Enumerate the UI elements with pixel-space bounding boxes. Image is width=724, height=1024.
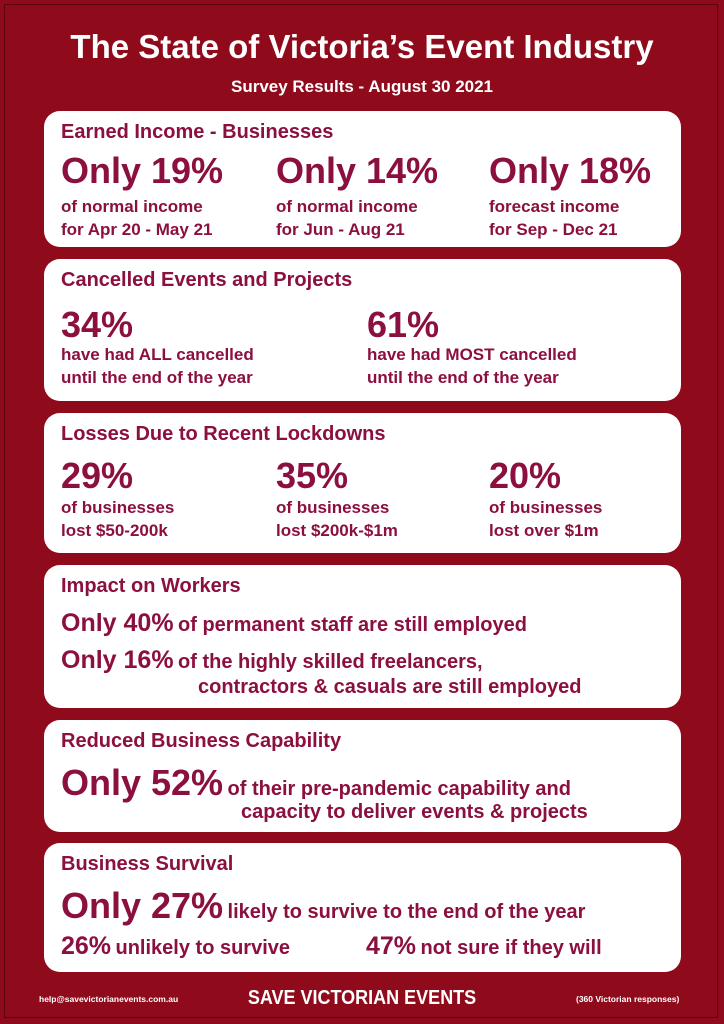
workers-permanent-text: of permanent staff are still employed <box>178 614 527 636</box>
losses-value: 35% <box>276 455 349 496</box>
capability-line-2 <box>241 801 588 824</box>
cancelled-events-line: have had ALL cancelled <box>61 345 254 364</box>
losses-line: lost over $1m <box>489 521 599 540</box>
losses-line: of businesses <box>276 498 390 517</box>
survival-unlikely-text: unlikely to survive <box>115 937 291 959</box>
losses-heading: Losses Due to Recent Lockdowns <box>61 423 386 445</box>
losses-item-2 <box>276 456 398 542</box>
workers-freelancers-text-2: contractors & casuals are still employed <box>198 676 582 698</box>
survival-unsure-line <box>366 932 602 961</box>
workers-card <box>44 565 681 708</box>
earned-income-item-1 <box>61 151 223 241</box>
capability-value: Only 52% <box>61 762 224 803</box>
earned-income-value: Only 18% <box>489 150 652 191</box>
earned-income-line: for Jun - Aug 21 <box>276 220 405 239</box>
cancelled-events-item-2 <box>367 305 577 389</box>
losses-line: lost $50-200k <box>61 521 168 540</box>
earned-income-line: of normal income <box>61 197 203 216</box>
survival-likely-line <box>61 885 585 927</box>
footer-brand: SAVE VICTORIAN EVENTS <box>247 987 477 1009</box>
losses-card <box>44 413 681 553</box>
workers-freelancers-text: of the highly skilled freelancers, <box>178 651 483 673</box>
page-title: The State of Victoria’s Event Industry <box>70 28 654 65</box>
survival-unsure-value: 47% <box>366 932 417 960</box>
survival-heading: Business Survival <box>61 853 234 875</box>
earned-income-value: Only 19% <box>61 150 224 191</box>
workers-permanent-line <box>61 609 527 638</box>
page-subtitle: Survey Results - August 30 2021 <box>230 77 494 96</box>
workers-permanent-value: Only 40% <box>61 609 174 637</box>
cancelled-events-line: until the end of the year <box>367 368 559 387</box>
earned-income-heading: Earned Income - Businesses <box>61 121 334 143</box>
survival-unlikely-value: 26% <box>61 932 112 960</box>
earned-income-line: for Sep - Dec 21 <box>489 220 618 239</box>
capability-text: of their pre-pandemic capability and <box>227 778 571 800</box>
cancelled-events-card <box>44 259 681 401</box>
losses-value: 29% <box>61 455 134 496</box>
capability-text-2: capacity to deliver events & projects <box>241 801 588 823</box>
earned-income-value: Only 14% <box>276 150 439 191</box>
workers-heading: Impact on Workers <box>61 575 241 597</box>
workers-freelancers-line-2 <box>198 676 582 699</box>
survival-card <box>44 843 681 972</box>
survival-likely-value: Only 27% <box>61 885 224 926</box>
losses-item-3 <box>489 456 602 542</box>
cancelled-events-line: have had MOST cancelled <box>367 345 577 364</box>
cancelled-events-value: 61% <box>367 304 440 345</box>
workers-freelancers-value: Only 16% <box>61 646 174 674</box>
earned-income-card <box>44 111 681 247</box>
cancelled-events-line: until the end of the year <box>61 368 253 387</box>
losses-line: of businesses <box>489 498 603 517</box>
capability-card <box>44 720 681 832</box>
footer-email-link[interactable]: help@savevictorianevents.com.au <box>39 994 179 1004</box>
earned-income-item-2 <box>276 151 438 241</box>
footer-responses: (360 Victorian responses) <box>576 994 680 1004</box>
earned-income-line: for Apr 20 - May 21 <box>61 220 213 239</box>
workers-freelancers-line <box>61 646 483 675</box>
losses-item-1 <box>61 456 174 542</box>
earned-income-item-3 <box>489 151 651 241</box>
cancelled-events-heading: Cancelled Events and Projects <box>61 269 353 291</box>
survival-unlikely-line <box>61 932 290 961</box>
cancelled-events-value: 34% <box>61 304 134 345</box>
cancelled-events-item-1 <box>61 305 254 389</box>
earned-income-line: forecast income <box>489 197 620 216</box>
survival-likely-text: likely to survive to the end of the year <box>227 901 586 923</box>
losses-value: 20% <box>489 455 562 496</box>
capability-heading: Reduced Business Capability <box>61 730 342 752</box>
earned-income-line: of normal income <box>276 197 418 216</box>
survival-unsure-text: not sure if they will <box>420 937 602 959</box>
losses-line: lost $200k-$1m <box>276 521 398 540</box>
capability-line-1 <box>61 762 571 804</box>
losses-line: of businesses <box>61 498 175 517</box>
